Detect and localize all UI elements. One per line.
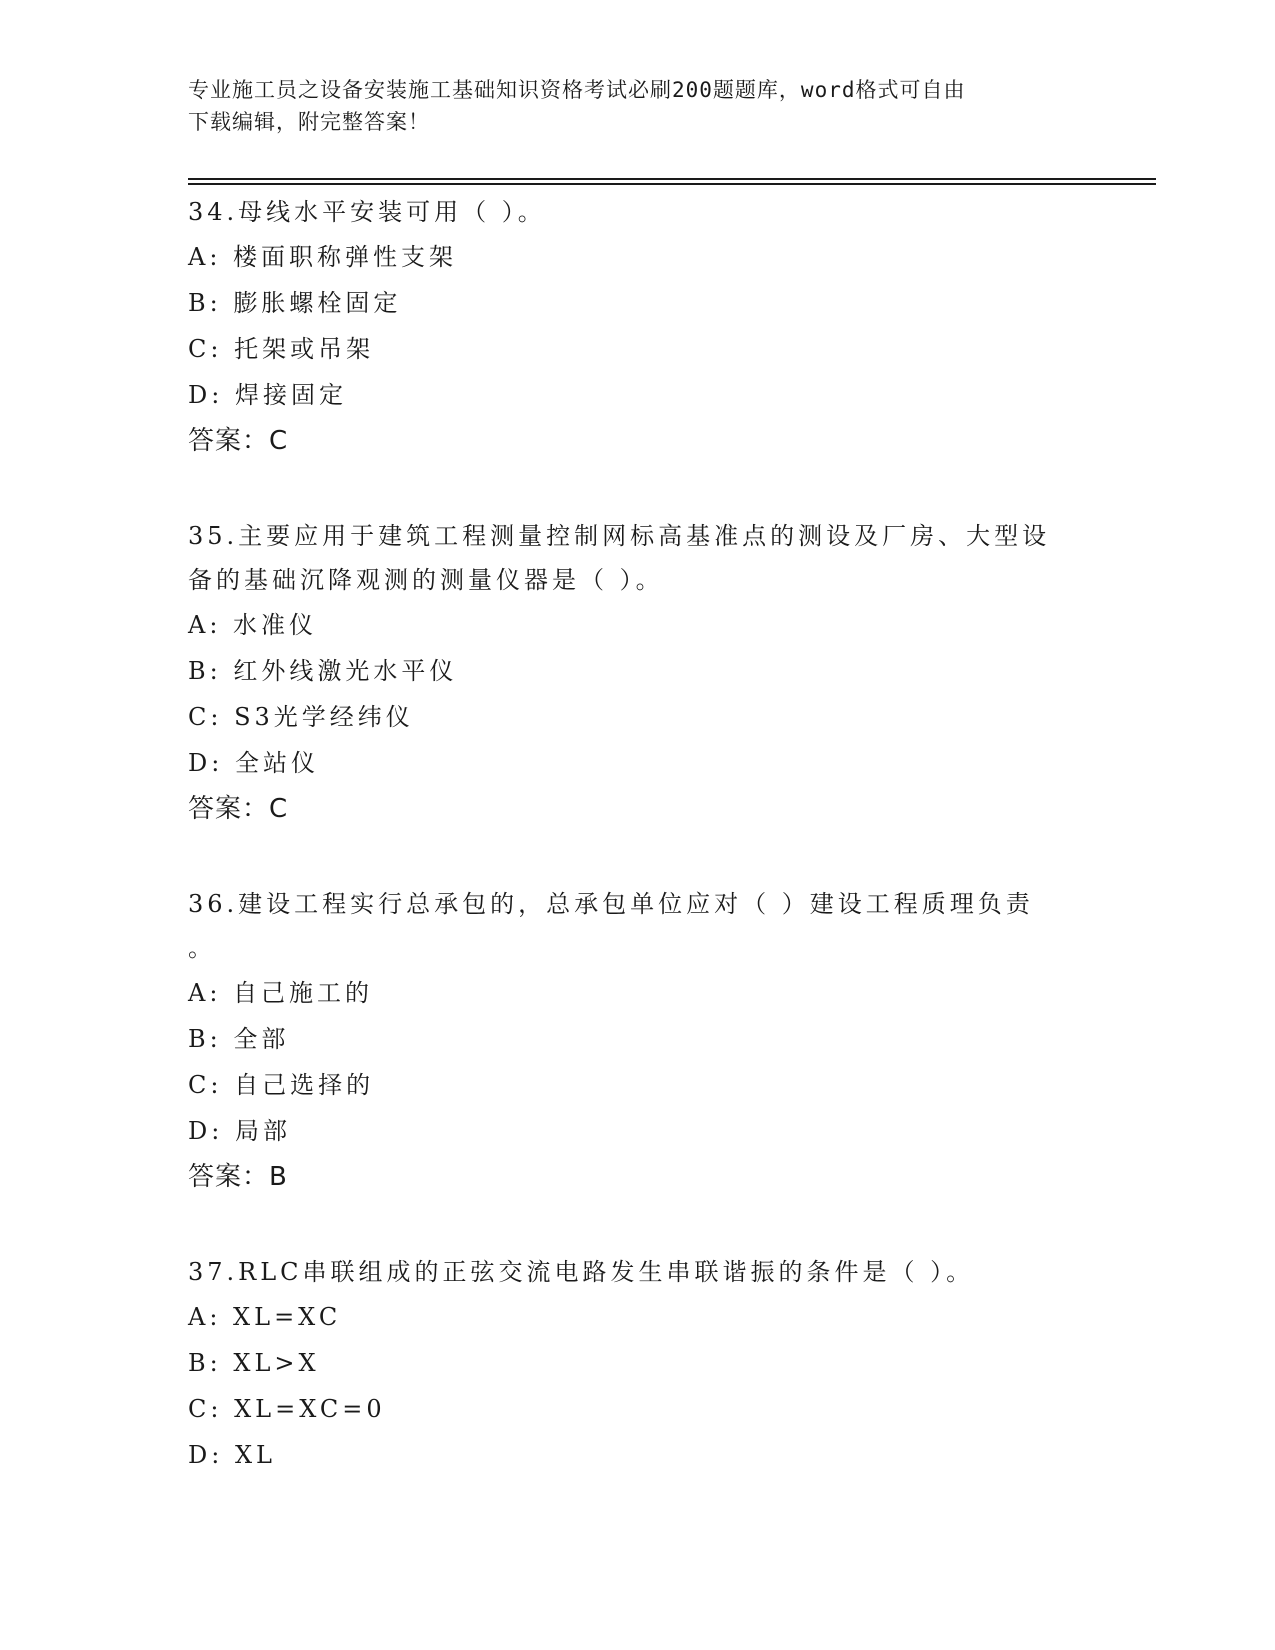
option-c: C: S3光学经纬仪: [188, 703, 414, 731]
answer-text: 答案：C: [188, 426, 289, 456]
question-35: [188, 514, 1088, 832]
option-d: D: 全站仪: [188, 749, 319, 777]
option-b: B: 全部: [188, 1025, 290, 1053]
option-b: B: XL>X: [188, 1349, 320, 1377]
option-b: B: 膨胀螺栓固定: [188, 289, 402, 317]
stem-line: 35.主要应用于建筑工程测量控制网标高基准点的测设及厂房、大型设: [188, 522, 1051, 550]
stem-line: 37.RLC串联组成的正弦交流电路发生串联谐振的条件是（ ）。: [188, 1258, 975, 1286]
question-36: [188, 882, 1088, 1200]
option-d: D: XL: [188, 1441, 276, 1469]
answer-text: 答案：B: [188, 1162, 288, 1192]
header-line-1: 专业施工员之设备安装施工基础知识资格考试必刷200题题库，word格式可自由: [188, 78, 966, 102]
option-c: C: XL=XC=0: [188, 1395, 386, 1423]
document-header: [188, 74, 1088, 138]
stem-line: 34.母线水平安装可用（ ）。: [188, 198, 546, 226]
option-c: C: 托架或吊架: [188, 335, 375, 363]
question-stem: [188, 882, 1088, 970]
option-c: C: 自己选择的: [188, 1071, 375, 1099]
question-stem: [188, 190, 1088, 234]
option-a: A: 水准仪: [188, 611, 318, 639]
question-stem: [188, 1250, 1088, 1294]
option-a: A: 自己施工的: [188, 979, 374, 1007]
question-list: [188, 190, 1088, 1528]
option-b: B: 红外线激光水平仪: [188, 657, 458, 685]
stem-line: 36.建设工程实行总承包的，总承包单位应对（ ）建设工程质理负责: [188, 890, 1034, 918]
option-d: D: 局部: [188, 1117, 291, 1145]
question-34: [188, 190, 1088, 464]
answer-text: 答案：C: [188, 794, 289, 824]
header-line-2: 下载编辑，附完整答案！: [188, 110, 430, 134]
stem-line: 。: [188, 934, 216, 962]
header-divider-top: [188, 178, 1156, 180]
option-a: A: XL=XC: [188, 1303, 342, 1331]
stem-line: 备的基础沉降观测的测量仪器是（ ）。: [188, 566, 664, 594]
question-37: [188, 1250, 1088, 1478]
header-divider-bottom: [188, 183, 1156, 185]
question-stem: [188, 514, 1088, 602]
option-a: A: 楼面职称弹性支架: [188, 243, 458, 271]
option-d: D: 焊接固定: [188, 381, 347, 409]
